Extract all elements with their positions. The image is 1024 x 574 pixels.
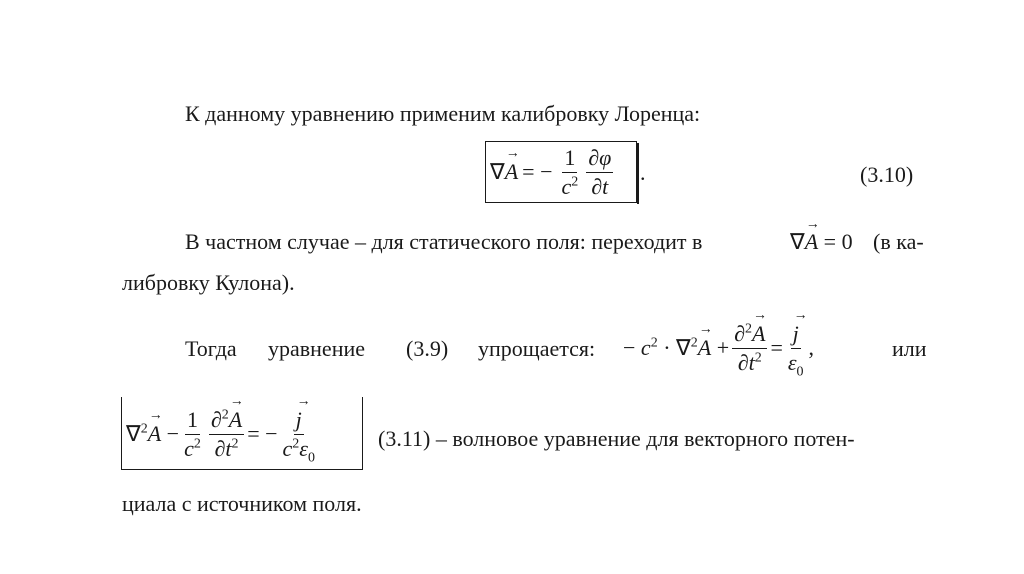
text-line-5: (3.11) – волновое уравнение для векторного потен-	[378, 426, 855, 451]
text-line-1: К данному уравнению применим калибровку Лоренца:	[185, 101, 701, 126]
text-line-6: циала с источником поля.	[122, 491, 362, 516]
equation-3-10: ∇ → A = − $\frac{1}{c^2}$ $\frac{\partial\varphi}{\partial t}$	[490, 144, 616, 200]
text-word-equation: уравнение	[268, 336, 366, 361]
text-ref-3-9: (3.9)	[406, 336, 449, 361]
text-word-or: или	[892, 336, 927, 361]
text-line-2: В частном случае – для статического поля: переходит в	[185, 229, 703, 254]
text-word-simplifies: упрощается:	[478, 336, 596, 361]
text-line-2-tail: (в ка-	[873, 229, 924, 254]
text-word-togda: Тогда	[185, 336, 237, 361]
equation-3-11: ∇$^2$→ A − $\frac{1}{c^2}$ $\frac{\partial^2\to A}{\partial t^2}$ = − → $\frac{j}{c^2\varepsilon_0}$	[126, 402, 320, 466]
text-line-3: либровку Кулона).	[122, 270, 295, 295]
equation-period: .	[640, 160, 646, 185]
coulomb-gauge-formula: ∇→ A = 0	[790, 231, 853, 253]
equation-box-shadow	[637, 143, 639, 204]
equation-number-3-10: (3.10)	[860, 162, 914, 187]
equation-simplified: − $c^2 \cdot \nabla^2\to A$ + $\frac{\partial^2\to A}{\partial t^2}$ = → $\frac{j}{\varepsilon_0}$ ,	[623, 318, 814, 378]
